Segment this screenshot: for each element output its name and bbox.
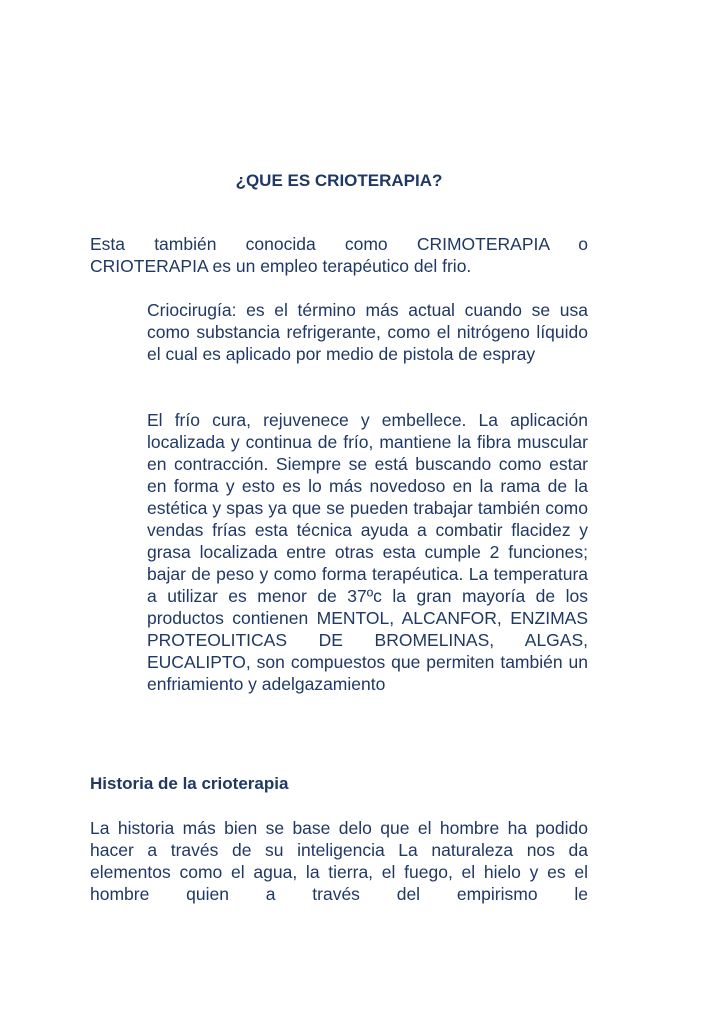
page-title: ¿QUE ES CRIOTERAPIA? xyxy=(235,171,443,190)
historia-paragraph: La historia más bien se base delo que el hombre ha podido hacer a través de su inteligencia La naturaleza nos da elementos como el agua, la tierra, el fuego, el hielo y es el hombre quien a través del empirismo le xyxy=(90,818,588,904)
section-heading-historia: Historia de la crioterapia xyxy=(90,774,289,793)
intro-paragraph: Esta también conocida como CRIMOTERAPIA o CRIOTERAPIA es un empleo terapéutico del frio. xyxy=(90,234,588,276)
frio-cura-paragraph: El frío cura, rejuvenece y embellece. La aplicación localizada y continua de frío, mantiene la fibra muscular en contracción. Siempre se está buscando como estar en forma y esto es lo más novedoso en la rama de la estética y spas ya que se pueden trabajar también como vendas frías esta técnica ayuda a combatir flacidez y grasa localizada entre otras esta cumple 2 funciones; bajar de peso y como forma terapéutica. La temperatura a utilizar es menor de 37ºc la gran mayoría de los productos contienen MENTOL, ALCANFOR, ENZIMAS PROTEOLITICAS DE BROMELINAS, ALGAS, EUCALIPTO, son compuestos que permiten también un enfriamiento y adelgazamiento xyxy=(147,410,588,694)
criocirugia-paragraph: Criocirugía: es el término más actual cuando se usa como substancia refrigerante, como el nitrógeno líquido el cual es aplicado por medio de pistola de espray xyxy=(147,300,588,364)
